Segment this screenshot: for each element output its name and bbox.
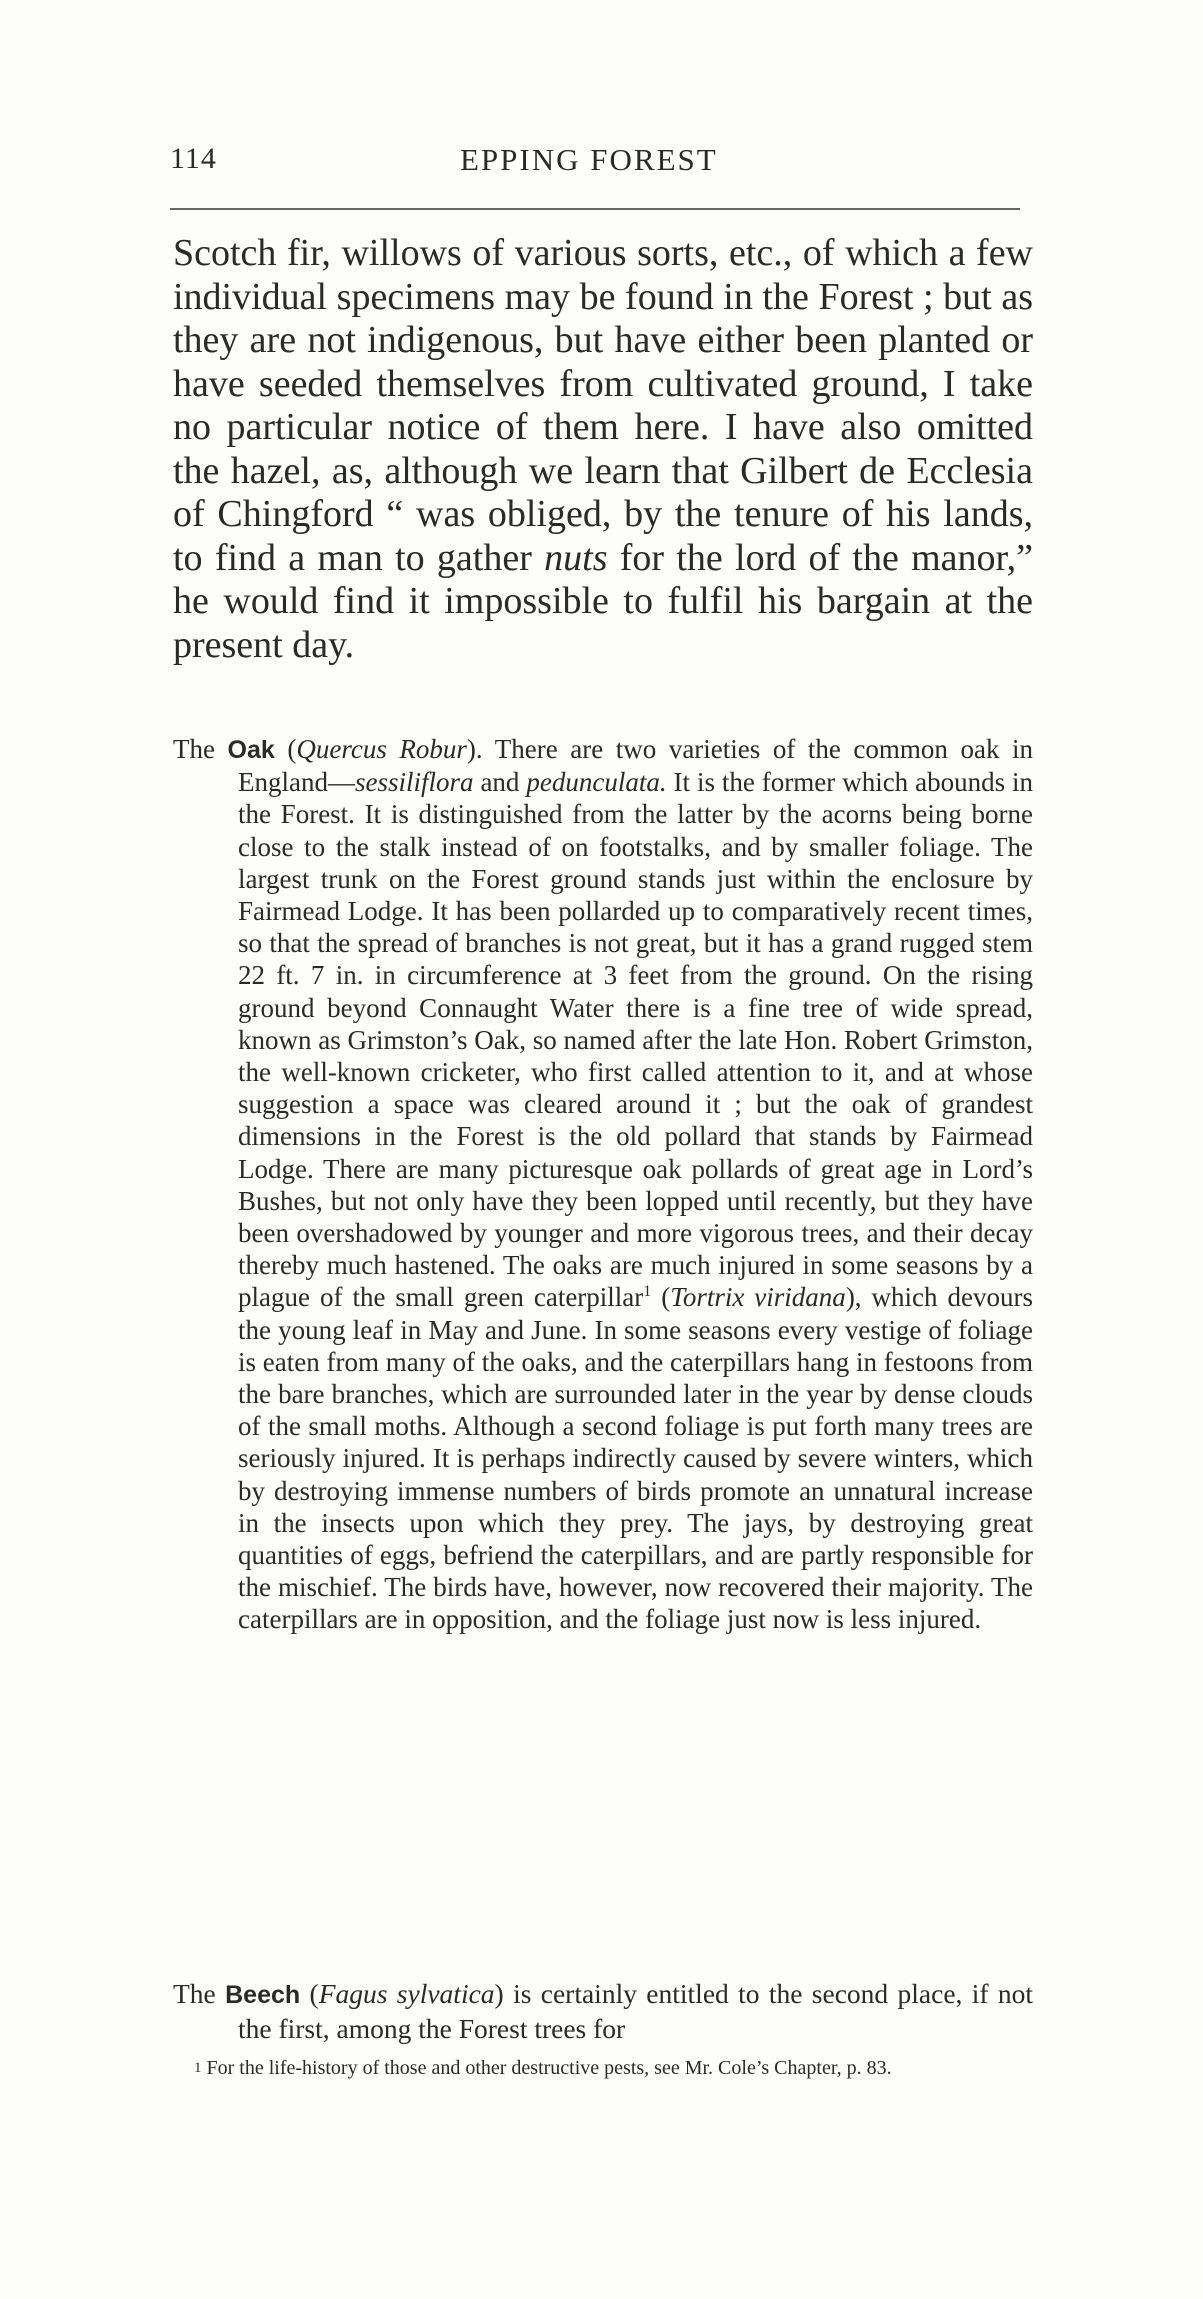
oak-latin-name: Quercus Robur [296, 734, 467, 764]
intro-text: Scotch fir, willows of various sorts, etc., of which a few individual specimens may be found in the Forest ; but as they are not indigenous, but have either been planted or have seeded themselves from cultivated ground, I take no particular notice of them here. I have also omitted the hazel, as, although we learn that Gilbert de Ecclesia of Chingford “ was obliged, by the tenure of his lands, to find a man to gather [173, 232, 1033, 579]
beech-term: Beech [225, 1981, 301, 2009]
footnote [173, 2055, 1068, 2082]
oak-variety-2: pedunculata. [526, 767, 667, 798]
oak-paren-close: ). [466, 734, 483, 764]
intro-emphasis: nuts [544, 536, 608, 579]
page-number: 114 [170, 142, 217, 175]
oak-term: Oak [227, 736, 275, 764]
beech-paragraph [173, 1977, 1033, 2045]
oak-paragraph [173, 733, 1033, 1636]
caterpillar-latin-name: Tortrix viridana [670, 1282, 846, 1313]
intro-paragraph [173, 232, 1033, 667]
beech-text: is certainly entitled to the second place, if not the first, among the Forest trees for [238, 1978, 1034, 2044]
page-header [170, 142, 1020, 182]
beech-entry [173, 1977, 1033, 2045]
footnote-reference: 1 [643, 1283, 652, 1301]
oak-text-3: ), which devours the young leaf in May and June. In some seasons every vestige of foliage is eaten from many of the oaks, and the caterpillars hang in festoons from the bare branches, which are surrounded later in the year by dense clouds of the small moths. Although a second foliage is put forth many trees are seriously injured. It is perhaps indirectly caused by severe winters, which by destroying immense numbers of birds promote an unnatural increase in the insects upon which they prey. The jays, by destroying great quantities of eggs, befriend the caterpillars, and are partly responsible for the mischief. The birds have, however, now recovered their majority. The caterpillars are in opposition, and the foliage just now is less injured. [238, 1282, 1033, 1635]
oak-text-2: It is the former which abounds in the Forest. It is distinguished from the latter by the acorns being borne close to the stalk instead of on footstalks, and by smaller foliage. The largest trunk on the Forest ground stands just within the enclosure by Fairmead Lodge. It has been pollarded up to comparatively recent times, so that the spread of branches is not great, but it has a grand rugged stem 22 ft. 7 in. in circumference at 3 feet from the ground. On the rising ground beyond Connaught Water there is a fine tree of wide spread, known as Grimston’s Oak, so named after the late Hon. Robert Grimston, the well-known cricketer, who first called attention to it, and at whose suggestion a space was cleared around it ; but the oak of grandest dimensions in the Forest is the old pollard that stands by Fairmead Lodge. There are many picturesque oak pollards of great age in Lord’s Bushes, but not only have they been lopped until recently, but they have been overshadowed by younger and more vigorous trees, and their decay thereby much hastened. The oaks are much injured in some seasons by a plague of the small green caterpillar [238, 767, 1034, 1313]
beech-latin-name: Fagus sylvatica [318, 1978, 495, 2009]
beech-lead: The [173, 1978, 216, 2009]
running-title: EPPING FOREST [460, 142, 718, 177]
header-rule [170, 208, 1020, 210]
oak-paren-open: ( [287, 734, 297, 764]
oak-text-and: and [480, 767, 520, 798]
intro-text-end: for the lord of the manor,” he would find it impossible to fulfil his bargain at the present day. [173, 536, 1034, 666]
oak-variety-1: sessiliflora [354, 767, 474, 798]
oak-paren-open-2: ( [661, 1282, 671, 1313]
oak-text-1: There are two varieties of the common oak in England— [238, 734, 1034, 798]
oak-entry [173, 733, 1033, 1636]
footnote-mark: 1 [194, 2060, 202, 2076]
beech-paren-open: ( [309, 1978, 319, 2009]
oak-lead: The [173, 734, 215, 764]
beech-paren-close: ) [494, 1978, 504, 2009]
footnote-text: For the life-history of those and other destructive pests, see Mr. Cole’s Chapter, p. 83. [206, 2057, 892, 2079]
